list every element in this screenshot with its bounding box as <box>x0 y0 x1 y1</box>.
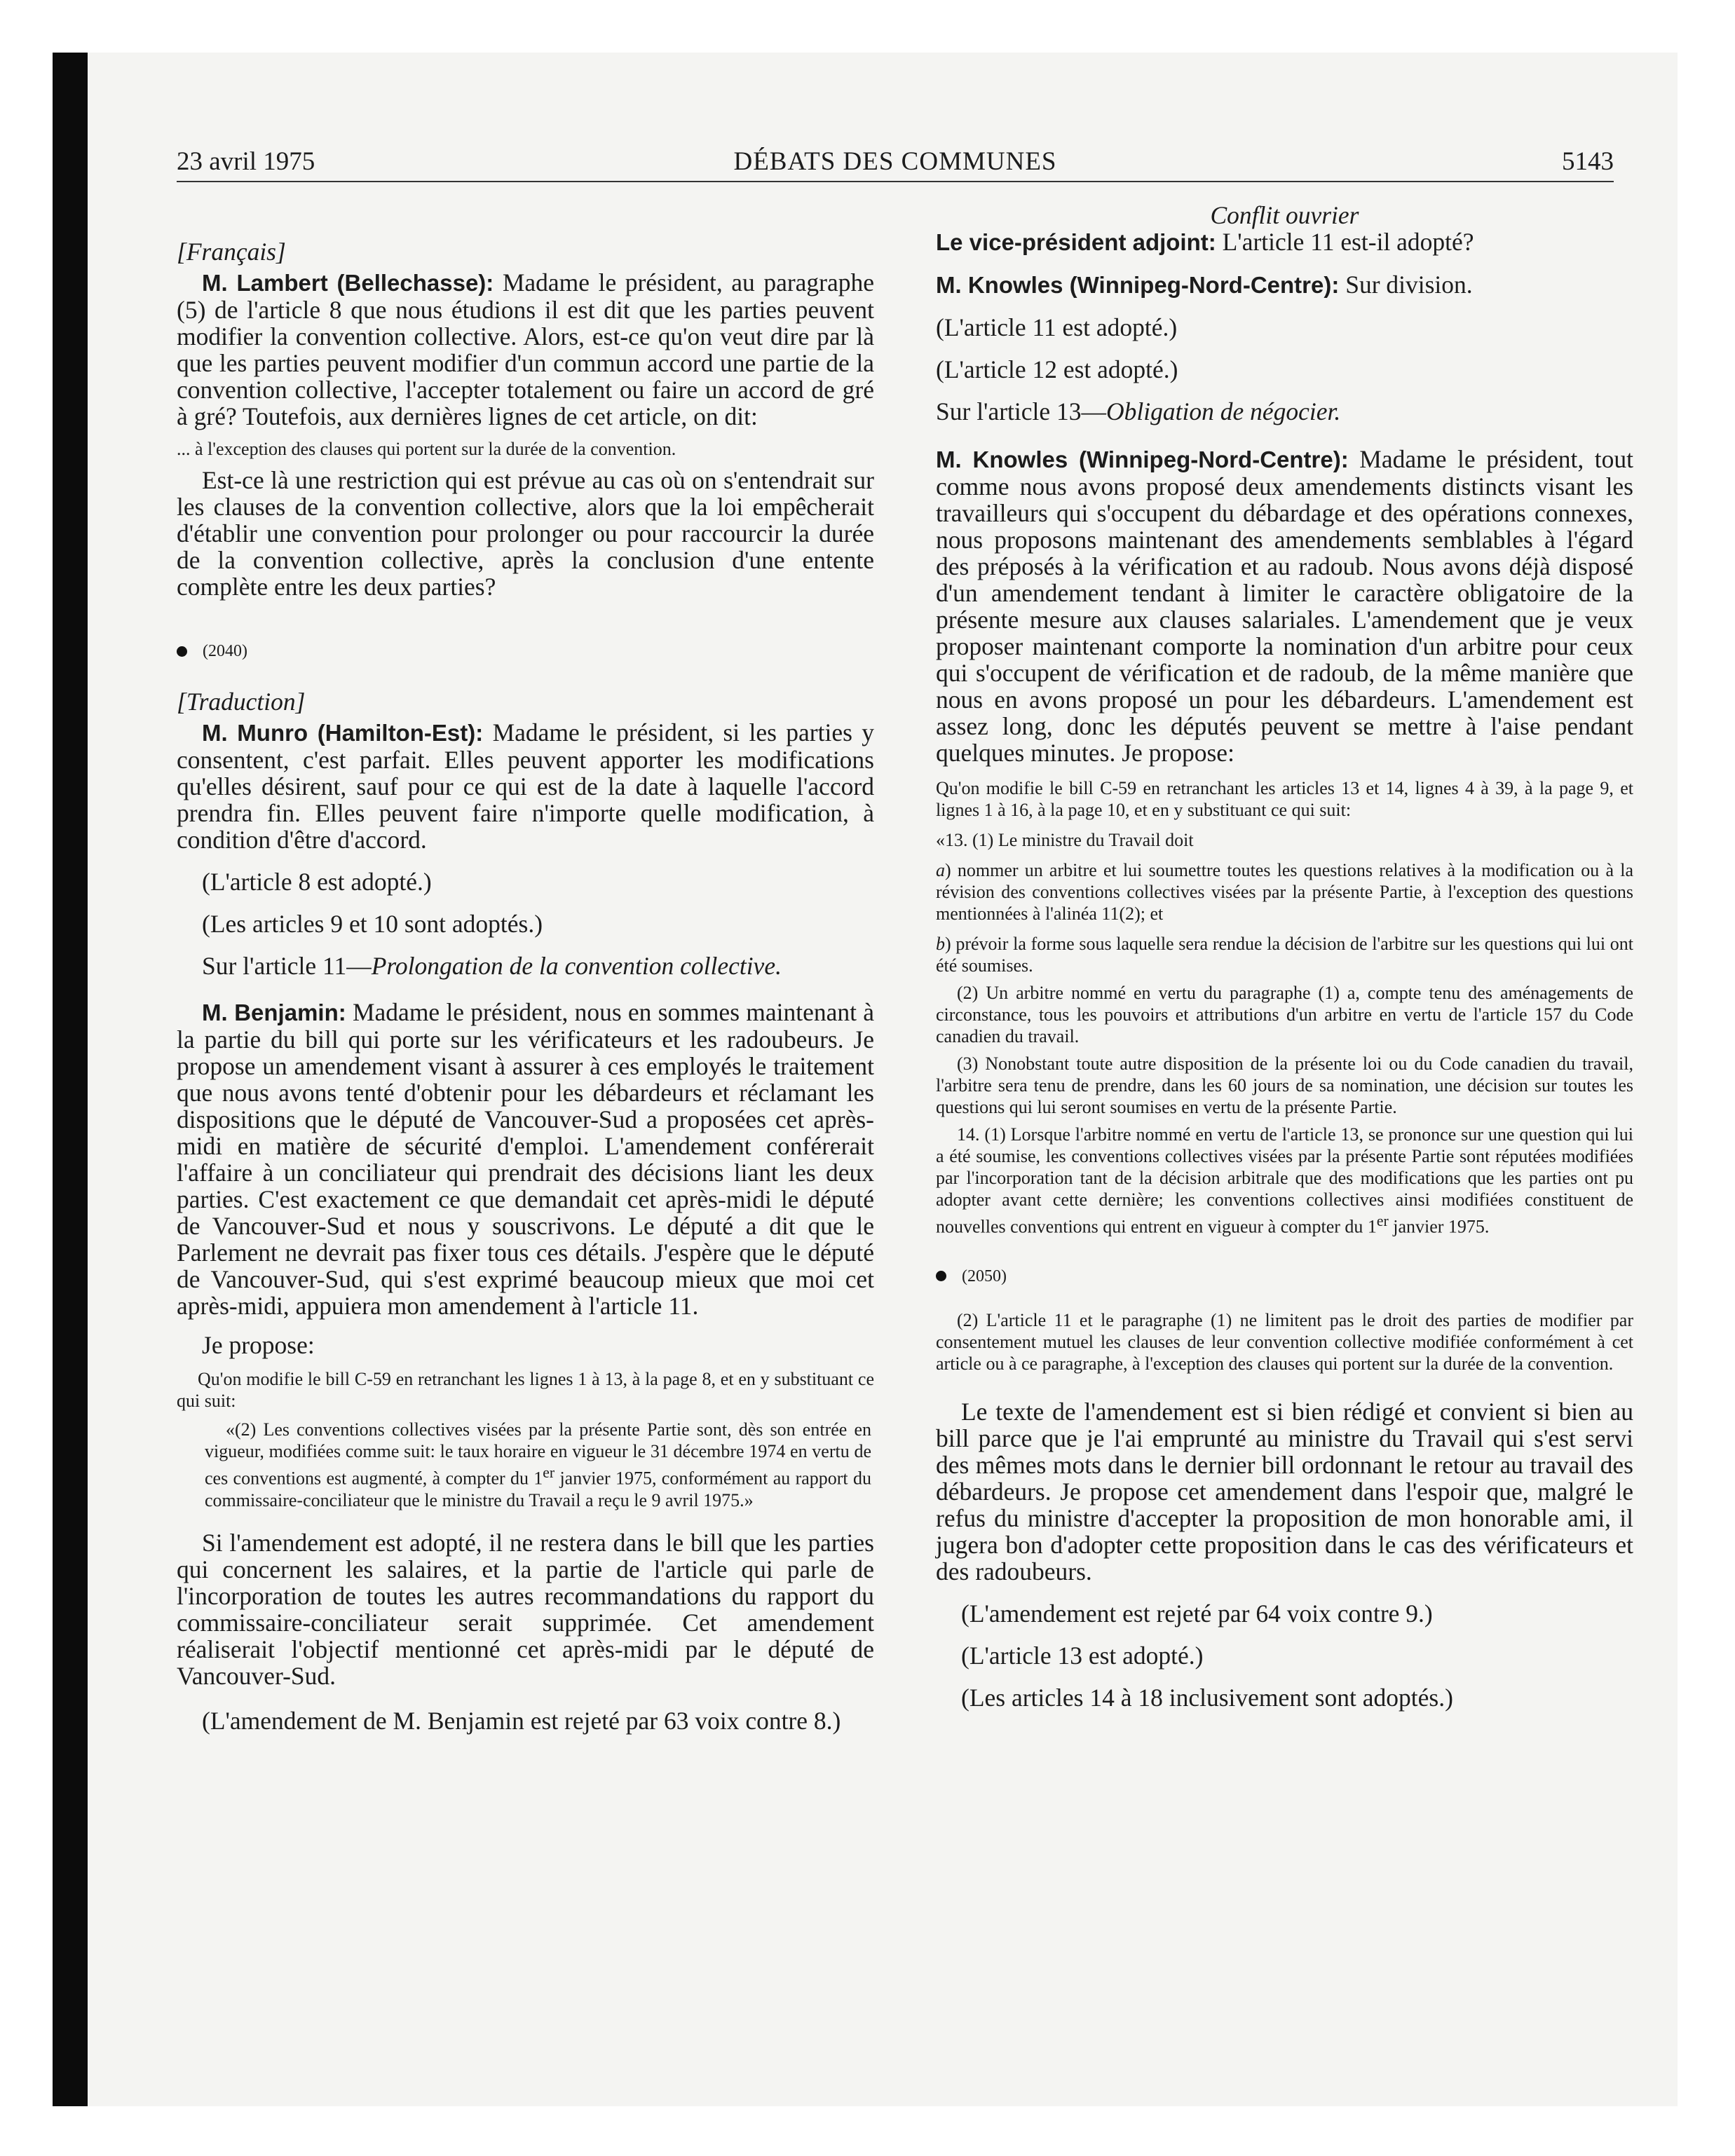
time-marker-text: (2050) <box>962 1267 1007 1285</box>
motion-text: Qu'on modifie le bill C-59 en retranchant les lignes 1 à 13, à la page 8, et en y substituant ce qui suit: <box>177 1369 874 1411</box>
bullet-dot-icon <box>177 646 187 657</box>
procedure-line: (Les articles 14 à 18 inclusivement sont adoptés.) <box>961 1683 1453 1712</box>
speech-text: Madame le président, tout comme nous avons proposé deux amendements distincts visant les travailleurs qui s'occupent du débardage et des opérations connexes, nous proposons maintenant des amendements semblables à l'égard des préposés à la vérification et au radoub. Nous avons déjà disposé d'un amendement tendant à limiter le caractère obligatoire de la présente mesure aux clauses salariales. L'amendement que je veux proposer maintenant comporte la nomination d'un arbitre pour ceux qui s'occupent de vérification et de radoub, de la même manière que nous en avons proposé un pour les débardeurs. L'amendement est assez long, donc les députés peuvent se mettre à l'aise pendant quelques minutes. Je propose: <box>936 445 1633 767</box>
motion-clause <box>936 859 1633 925</box>
page-header <box>177 146 1614 182</box>
speech-knowles-continued: Le texte de l'amendement est si bien rédigé et convient si bien au bill parce que je l'ai emprunté au ministre du Travail qui s'est servi des mêmes mots dans le dernier bill ordonnant le retour au travail des débardeurs. Je propose cet amendement dans l'espoir que, malgré le refus du ministre d'accepter la proposition de mon honorable ami, il jugera bon d'adopter cette proposition dans le cas des vérificateurs et des radoubeurs. <box>936 1397 1633 1585</box>
language-tag-francais: [Français] <box>177 238 286 266</box>
clause-text: janvier 1975. <box>1388 1216 1490 1237</box>
quote-exception: ... à l'exception des clauses qui portent sur la durée de la convention. <box>177 439 676 459</box>
motion-quote <box>177 1419 874 1511</box>
clause-letter: b <box>936 934 945 954</box>
speaker-name: M. Knowles (Winnipeg-Nord-Centre): <box>936 272 1340 298</box>
header-title: DÉBATS DES COMMUNES <box>733 147 1057 176</box>
procedure-line: (Les articles 9 et 10 sont adoptés.) <box>202 910 543 938</box>
time-marker <box>936 1263 1633 1290</box>
procedure-line: (L'article 8 est adopté.) <box>202 868 432 896</box>
procedure-title: Obligation de négocier. <box>1106 397 1341 425</box>
speech-text: L'article 11 est-il adopté? <box>1216 228 1474 256</box>
left-column <box>177 202 874 1734</box>
clause-text: ) nommer un arbitre et lui soumettre toutes les questions relatives à la modification ou à la révision des conventions collectives visées par la présente Partie, à l'exception des questions mentionnées à l'alinéa 11(2); et <box>936 860 1633 924</box>
speech-vice-president <box>936 228 1633 256</box>
speech-lambert <box>177 269 874 430</box>
motion-text: Qu'on modifie le bill C-59 en retranchant les articles 13 et 14, lignes 4 à 39, à la page 9, et lignes 1 à 16, à la page 10, et en y substituant ce qui suit: <box>936 778 1633 820</box>
scan-edge-bar <box>53 53 88 2106</box>
procedure-line <box>177 953 874 979</box>
procedure-line <box>936 398 1633 425</box>
speech-benjamin <box>177 999 874 1319</box>
speaker-name: M. Knowles (Winnipeg-Nord-Centre): <box>936 446 1349 472</box>
motion-quote-part: «(2) Les conventions collectives visées par la présente Partie sont, dès son entrée en vigueur, modifiées comme suit: le taux horaire en vigueur le 31 décembre 1974 en vertu de ces conventions est augmenté, à compter du 1 <box>205 1419 871 1489</box>
speech-knowles <box>936 271 1633 299</box>
clause-text: 14. (1) Lorsque l'arbitre nommé en vertu de l'article 13, se prononce sur une question qui lui a été soumise, les conventions collectives visées par la présente Partie sont réputées modifiées par l'incorporation tant de la décision arbitrale que des modifications que les parties ont pu adopter avant cette dernière; les conventions collectives ainsi modifiées constituent de nouvelles conventions qui entrent en vigueur à compter du 1 <box>936 1124 1633 1237</box>
speech-text: Madame le président, si les parties y consentent, c'est parfait. Elles peuvent apporter les modifications qu'elles désirent, sauf pour ce qui est de la date à laquelle l'accord prendra fin. Elles peuvent faire n'importe quelle modification, à condition d'être d'accord. <box>177 718 874 854</box>
clause-letter: a <box>936 860 945 880</box>
time-marker <box>177 638 874 664</box>
section-heading: Conflit ouvrier <box>1210 201 1359 229</box>
speech-text: Madame le président, au paragraphe (5) de l'article 8 que nous étudions il est dit que les parties peuvent modifier la convention collective. Alors, est-ce qu'on veut dire par là que les parties peuvent modifier d'un commun accord une partie de la convention collective, l'accepter totalement ou faire un accord de gré à gré? Toutefois, aux dernières lignes de cet article, on dit: <box>177 268 874 430</box>
motion-quote-part: janvier 1975, conformément au rapport du commissaire-conciliateur que le ministre du Travail a reçu le 9 avril 1975.» <box>205 1468 871 1510</box>
header-date: 23 avril 1975 <box>177 147 315 176</box>
right-column <box>936 202 1633 1711</box>
speaker-name: M. Munro (Hamilton-Est): <box>202 720 484 746</box>
procedure-line: Je propose: <box>202 1331 315 1359</box>
speech-munro <box>177 719 874 853</box>
motion-clause: (3) Nonobstant toute autre disposition de la présente loi ou du Code canadien du travail, l'arbitre sera tenu de prendre, dans les 60 jours de sa nomination, une décision sur toutes les questions qui lui seront soumises en vertu de la présente Partie. <box>936 1053 1633 1117</box>
procedure-line: (L'article 11 est adopté.) <box>936 313 1178 341</box>
language-tag-traduction: [Traduction] <box>177 688 306 716</box>
speaker-name: Le vice-président adjoint: <box>936 229 1216 255</box>
motion-clause <box>936 933 1633 976</box>
bullet-dot-icon <box>936 1271 946 1281</box>
speech-benjamin-continued: Si l'amendement est adopté, il ne restera dans le bill que les parties qui concernent les salaires, et la partie de l'article qui parle de l'incorporation de toutes les autres recommandations du rapport du commissaire-conciliateur serait supprimée. Cet amendement réaliserait l'objectif mentionné cet après-midi par le député de Vancouver-Sud. <box>177 1528 874 1690</box>
vote-result: (L'amendement de M. Benjamin est rejeté par 63 voix contre 8.) <box>202 1706 841 1735</box>
motion-clause: «13. (1) Le ministre du Travail doit <box>936 830 1194 850</box>
motion-clause: (2) Un arbitre nommé en vertu du paragraphe (1) a, compte tenu des aménagements de circonstance, tous les pouvoirs et attributions d'un arbitre en vertu de l'article 157 du Code canadien du travail. <box>936 983 1633 1046</box>
speech-lambert-continued: Est-ce là une restriction qui est prévue au cas où on s'entendrait sur les clauses de la convention collective, alors que la loi empêcherait d'établir une convention pour prolonger ou pour raccourcir la durée de la convention collective, après la conclusion d'une entente complète entre les deux parties? <box>177 466 874 601</box>
time-marker-text: (2040) <box>203 642 247 660</box>
speaker-name: M. Lambert (Bellechasse): <box>202 270 494 296</box>
clause-text: ) prévoir la forme sous laquelle sera rendue la décision de l'arbitre sur les questions qui lui ont été soumises. <box>936 934 1633 976</box>
speech-text: Sur division. <box>1339 271 1473 299</box>
speech-text: Madame le président, nous en sommes maintenant à la partie du bill qui porte sur les vérificateurs et les radoubeurs. Je propose un amendement visant à assurer à ces employés le traitement que nous avons tenté d'obtenir pour les débardeurs et réclamant les dispositions que le député de Vancouver-Sud a proposées cet après-midi en matière de sécurité d'emploi. L'amendement conférerait l'affaire à un conciliateur qui prendrait des décisions liant les deux parties. C'est exactement ce que demandait cet après-midi le député de Vancouver-Sud et nous y souscrivons. Le député a dit que le Parlement ne devrait pas fixer tous ces détails. J'espère que le député de Vancouver-Sud, qui s'est exprimé beaucoup mieux que moi cet après-midi, appuiera mon amendement à l'article 11. <box>177 998 874 1320</box>
superscript: er <box>1376 1213 1389 1229</box>
motion-clause <box>936 1124 1633 1238</box>
header-page-number: 5143 <box>1562 147 1614 176</box>
procedure-prefix: Sur l'article 13— <box>936 397 1107 425</box>
procedure-line: (L'article 13 est adopté.) <box>961 1641 1204 1670</box>
vote-result: (L'amendement est rejeté par 64 voix contre 9.) <box>961 1599 1433 1628</box>
superscript: er <box>543 1464 555 1481</box>
procedure-prefix: Sur l'article 11— <box>202 952 372 980</box>
speech-knowles-amendment <box>936 446 1633 766</box>
procedure-title: Prolongation de la convention collective. <box>371 952 782 980</box>
speaker-name: M. Benjamin: <box>202 999 346 1025</box>
procedure-line: (L'article 12 est adopté.) <box>936 355 1178 383</box>
motion-clause: (2) L'article 11 et le paragraphe (1) ne limitent pas le droit des parties de modifier par consentement mutuel les clauses de leur convention collective modifiée conformément à cet article ou à ce paragraphe, à l'exception des clauses qui portent sur la durée de la convention. <box>936 1309 1633 1374</box>
